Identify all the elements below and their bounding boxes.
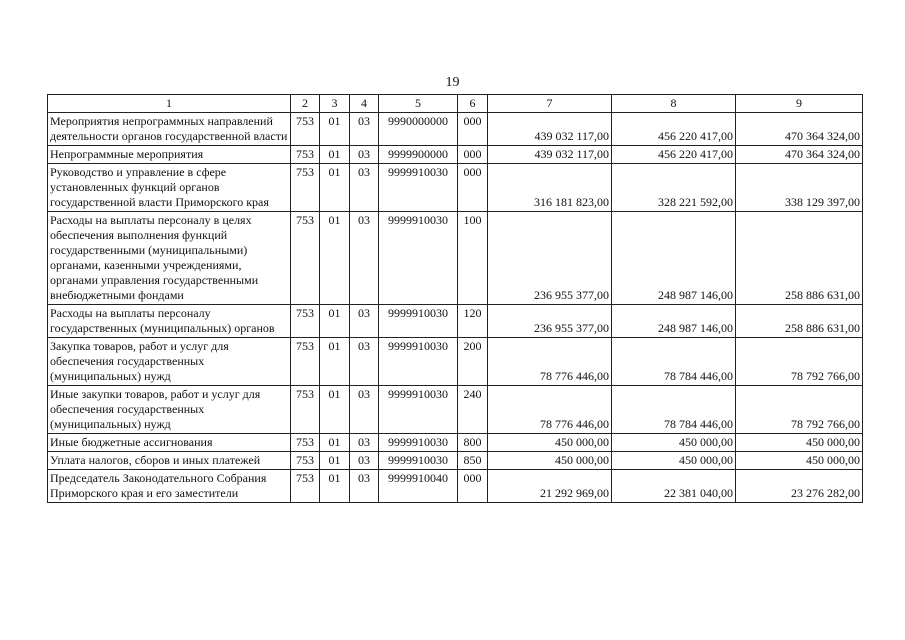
expense-name: Иные бюджетные ассигнования <box>48 434 291 452</box>
expense-name: Расходы на выплаты персоналу в целях обеспечения выполнения функций государственными (муниципальными) органами, казенными учреждениями, органами управления государственными внебюджетными фондами <box>48 212 291 305</box>
target-code: 9999910030 <box>379 164 458 212</box>
section-code: 01 <box>320 338 350 386</box>
expense-name: Иные закупки товаров, работ и услуг для обеспечения государственных (муниципальных) нужд <box>48 386 291 434</box>
subsection-code: 03 <box>350 452 379 470</box>
section-code: 01 <box>320 146 350 164</box>
amount-col9: 470 364 324,00 <box>736 146 863 164</box>
subsection-code: 03 <box>350 113 379 146</box>
amount-col9: 450 000,00 <box>736 434 863 452</box>
target-code: 9990000000 <box>379 113 458 146</box>
amount-col8: 456 220 417,00 <box>612 113 736 146</box>
subsection-code: 03 <box>350 470 379 503</box>
amount-col8: 328 221 592,00 <box>612 164 736 212</box>
column-header: 5 <box>379 95 458 113</box>
expense-name: Расходы на выплаты персоналу государственных (муниципальных) органов <box>48 305 291 338</box>
amount-col8: 450 000,00 <box>612 434 736 452</box>
ministry-code: 753 <box>291 113 320 146</box>
expense-name: Уплата налогов, сборов и иных платежей <box>48 452 291 470</box>
expense-type-code: 850 <box>458 452 488 470</box>
amount-col8: 248 987 146,00 <box>612 212 736 305</box>
budget-table <box>47 94 863 503</box>
table-row <box>48 434 863 452</box>
subsection-code: 03 <box>350 386 379 434</box>
table-row <box>48 212 863 305</box>
column-header: 4 <box>350 95 379 113</box>
amount-col7: 78 776 446,00 <box>488 386 612 434</box>
amount-col7: 78 776 446,00 <box>488 338 612 386</box>
subsection-code: 03 <box>350 338 379 386</box>
column-header: 2 <box>291 95 320 113</box>
target-code: 9999910030 <box>379 212 458 305</box>
section-code: 01 <box>320 452 350 470</box>
amount-col8: 22 381 040,00 <box>612 470 736 503</box>
amount-col9: 470 364 324,00 <box>736 113 863 146</box>
section-code: 01 <box>320 164 350 212</box>
amount-col7: 316 181 823,00 <box>488 164 612 212</box>
header-row <box>48 95 863 113</box>
expense-name: Руководство и управление в сфере установленных функций органов государственной власти Приморского края <box>48 164 291 212</box>
target-code: 9999910040 <box>379 470 458 503</box>
ministry-code: 753 <box>291 452 320 470</box>
ministry-code: 753 <box>291 212 320 305</box>
amount-col9: 450 000,00 <box>736 452 863 470</box>
amount-col9: 258 886 631,00 <box>736 305 863 338</box>
section-code: 01 <box>320 434 350 452</box>
amount-col9: 23 276 282,00 <box>736 470 863 503</box>
column-header: 1 <box>48 95 291 113</box>
section-code: 01 <box>320 212 350 305</box>
subsection-code: 03 <box>350 434 379 452</box>
table-row <box>48 146 863 164</box>
amount-col9: 258 886 631,00 <box>736 212 863 305</box>
target-code: 9999900000 <box>379 146 458 164</box>
amount-col9: 338 129 397,00 <box>736 164 863 212</box>
ministry-code: 753 <box>291 470 320 503</box>
table-row <box>48 305 863 338</box>
target-code: 9999910030 <box>379 305 458 338</box>
section-code: 01 <box>320 305 350 338</box>
ministry-code: 753 <box>291 434 320 452</box>
column-header: 6 <box>458 95 488 113</box>
ministry-code: 753 <box>291 386 320 434</box>
section-code: 01 <box>320 470 350 503</box>
table-row <box>48 113 863 146</box>
ministry-code: 753 <box>291 146 320 164</box>
column-header: 9 <box>736 95 863 113</box>
expense-type-code: 240 <box>458 386 488 434</box>
subsection-code: 03 <box>350 146 379 164</box>
amount-col7: 236 955 377,00 <box>488 305 612 338</box>
expense-type-code: 120 <box>458 305 488 338</box>
expense-type-code: 000 <box>458 470 488 503</box>
ministry-code: 753 <box>291 305 320 338</box>
column-header: 7 <box>488 95 612 113</box>
expense-type-code: 000 <box>458 164 488 212</box>
expense-name: Закупка товаров, работ и услуг для обеспечения государственных (муниципальных) нужд <box>48 338 291 386</box>
subsection-code: 03 <box>350 164 379 212</box>
section-code: 01 <box>320 113 350 146</box>
amount-col7: 439 032 117,00 <box>488 113 612 146</box>
amount-col7: 450 000,00 <box>488 434 612 452</box>
table-row <box>48 386 863 434</box>
subsection-code: 03 <box>350 212 379 305</box>
table-row <box>48 470 863 503</box>
amount-col7: 21 292 969,00 <box>488 470 612 503</box>
amount-col8: 248 987 146,00 <box>612 305 736 338</box>
amount-col7: 450 000,00 <box>488 452 612 470</box>
expense-type-code: 200 <box>458 338 488 386</box>
expense-type-code: 800 <box>458 434 488 452</box>
column-header: 3 <box>320 95 350 113</box>
column-header: 8 <box>612 95 736 113</box>
amount-col9: 78 792 766,00 <box>736 338 863 386</box>
page-number: 19 <box>445 75 460 90</box>
expense-name: Мероприятия непрограммных направлений деятельности органов государственной власти <box>48 113 291 146</box>
target-code: 9999910030 <box>379 338 458 386</box>
ministry-code: 753 <box>291 164 320 212</box>
amount-col9: 78 792 766,00 <box>736 386 863 434</box>
target-code: 9999910030 <box>379 452 458 470</box>
amount-col7: 236 955 377,00 <box>488 212 612 305</box>
table-row <box>48 338 863 386</box>
table-row <box>48 164 863 212</box>
target-code: 9999910030 <box>379 386 458 434</box>
ministry-code: 753 <box>291 338 320 386</box>
expense-type-code: 100 <box>458 212 488 305</box>
expense-name: Непрограммные мероприятия <box>48 146 291 164</box>
amount-col8: 450 000,00 <box>612 452 736 470</box>
amount-col8: 78 784 446,00 <box>612 386 736 434</box>
section-code: 01 <box>320 386 350 434</box>
table-row <box>48 452 863 470</box>
expense-type-code: 000 <box>458 113 488 146</box>
expense-name: Председатель Законодательного Собрания Приморского края и его заместители <box>48 470 291 503</box>
amount-col8: 456 220 417,00 <box>612 146 736 164</box>
expense-type-code: 000 <box>458 146 488 164</box>
amount-col8: 78 784 446,00 <box>612 338 736 386</box>
subsection-code: 03 <box>350 305 379 338</box>
target-code: 9999910030 <box>379 434 458 452</box>
amount-col7: 439 032 117,00 <box>488 146 612 164</box>
